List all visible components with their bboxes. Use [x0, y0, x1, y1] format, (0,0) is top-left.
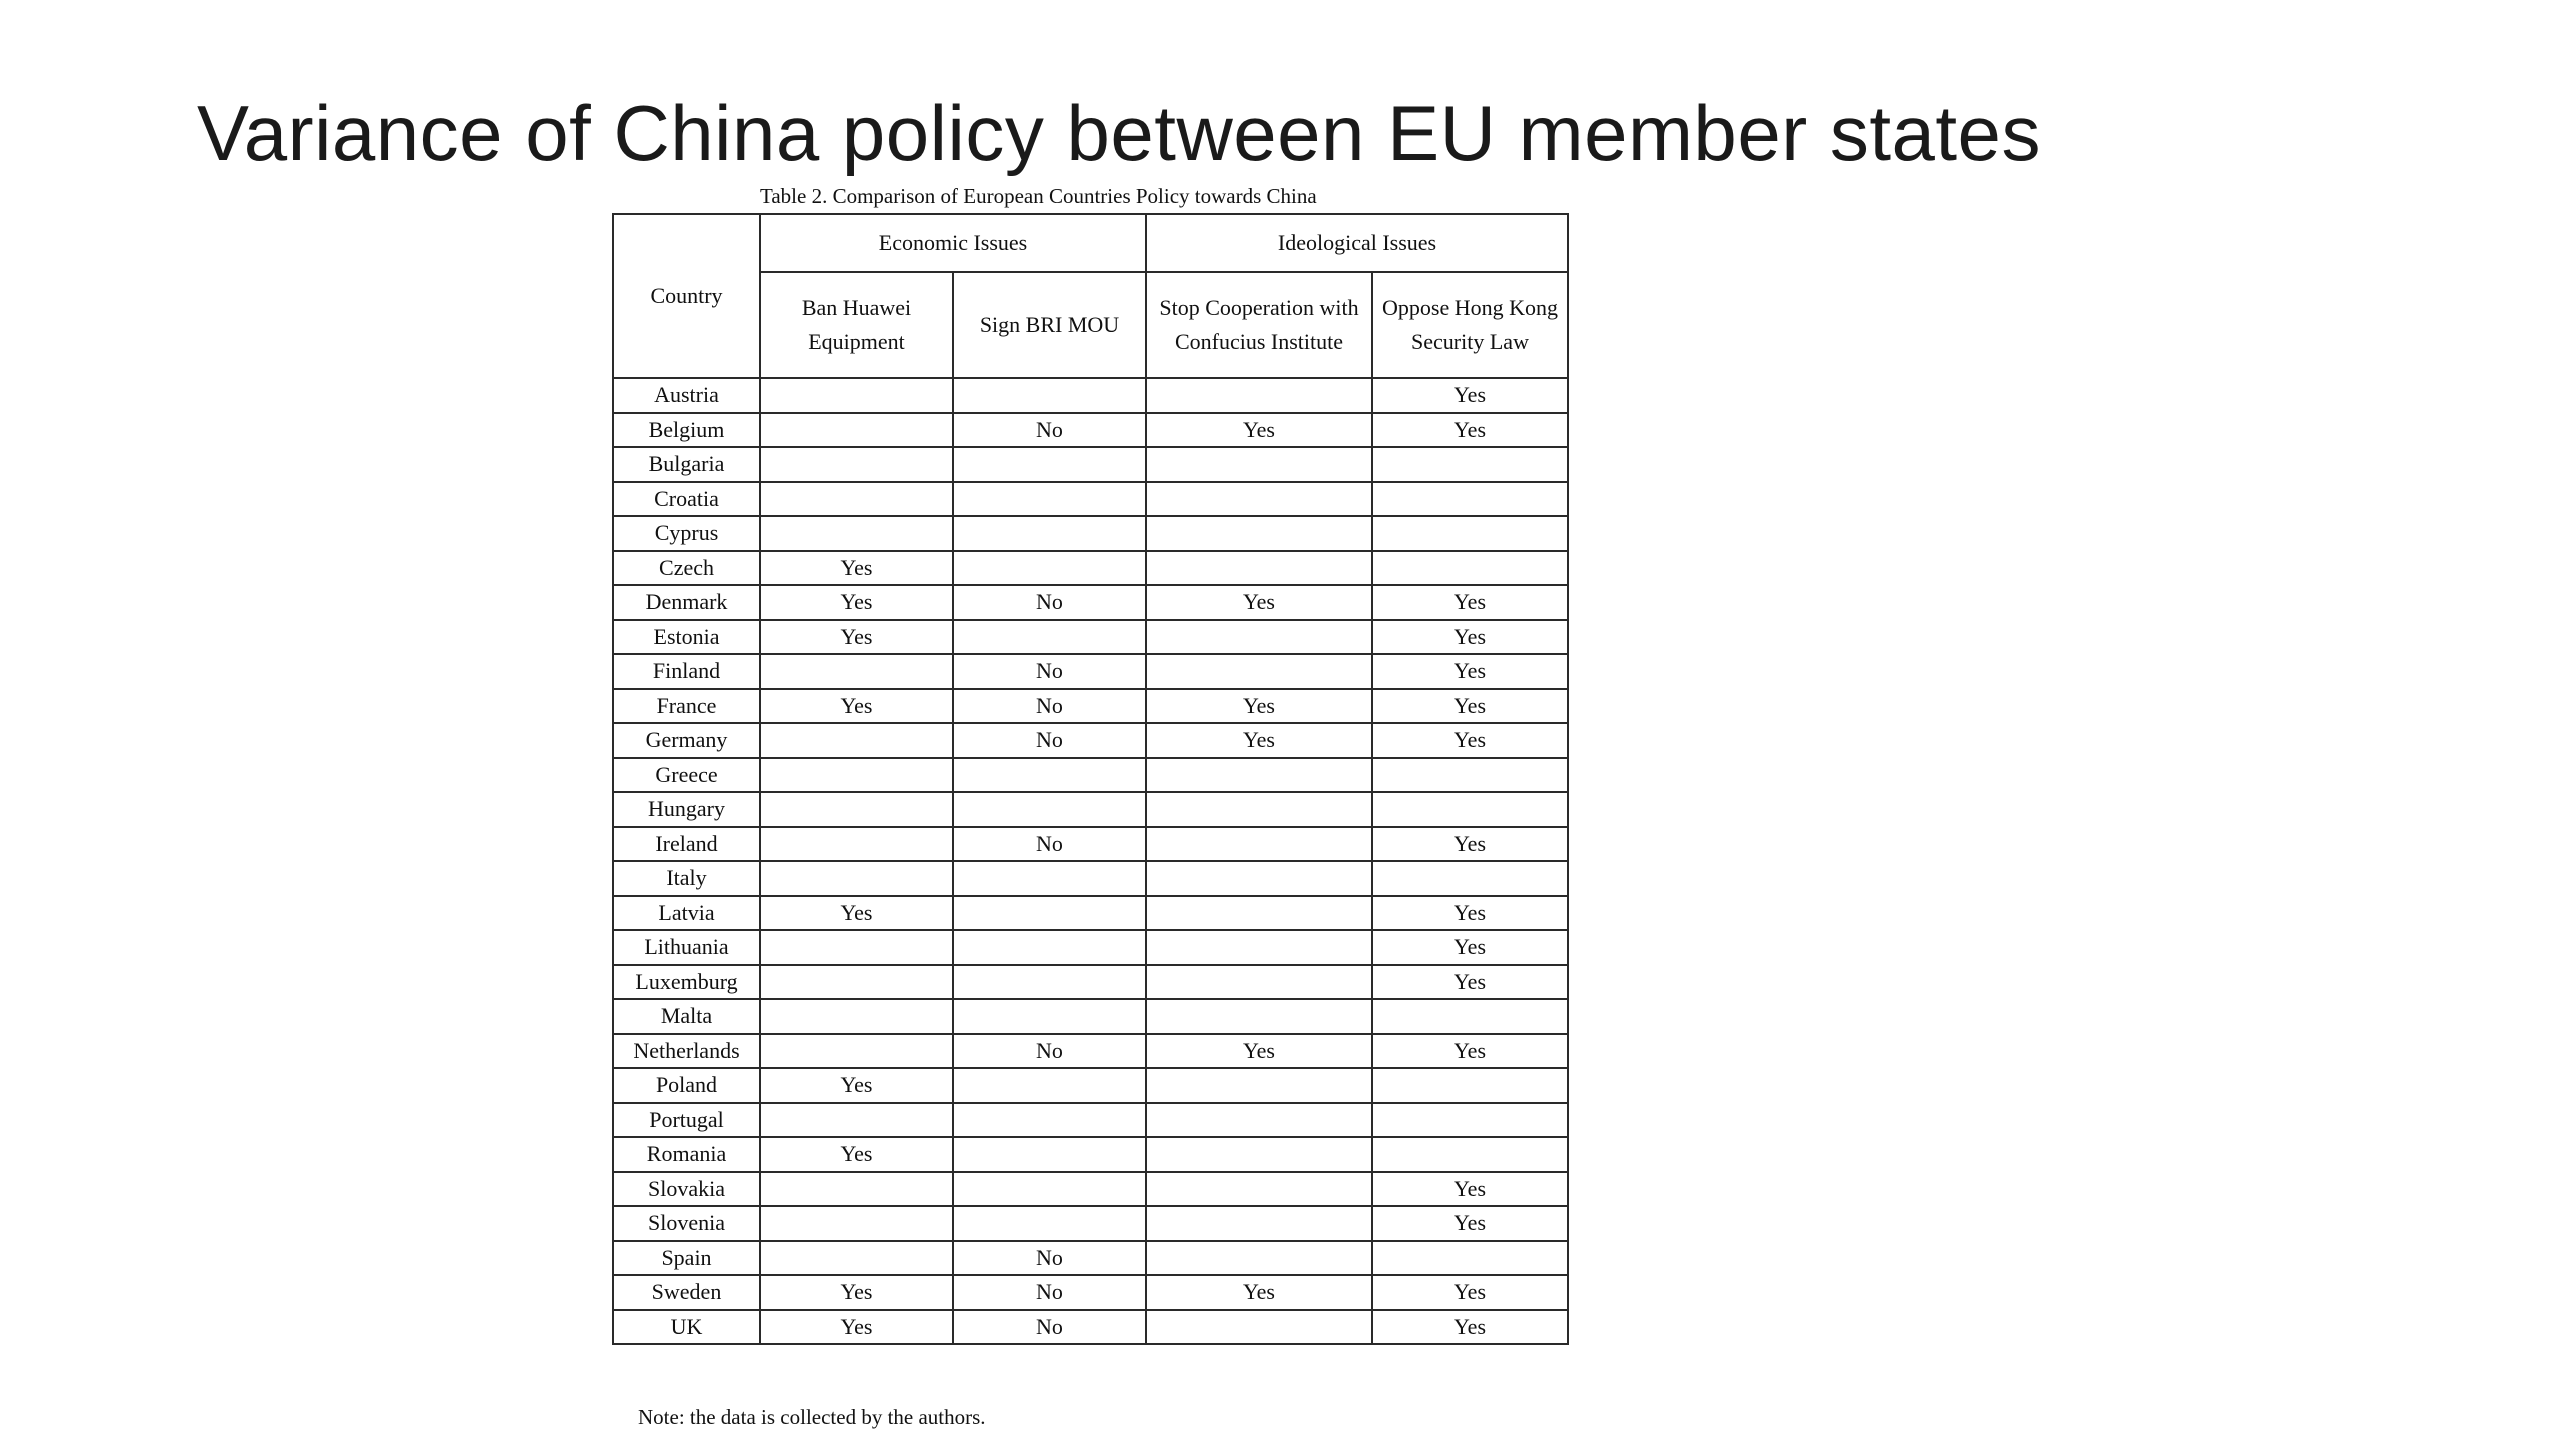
sign-bri-mou-cell — [953, 1068, 1146, 1103]
sign-bri-mou-cell — [953, 551, 1146, 586]
sign-bri-mou-cell — [953, 620, 1146, 655]
oppose-hk-law-cell — [1372, 999, 1568, 1034]
sign-bri-mou-cell — [953, 1103, 1146, 1138]
sign-bri-mou-cell — [953, 965, 1146, 1000]
sign-bri-mou-cell — [953, 792, 1146, 827]
oppose-hk-law-cell: Yes — [1372, 827, 1568, 862]
oppose-hk-law-cell — [1372, 516, 1568, 551]
country-cell: Belgium — [613, 413, 760, 448]
ban-huawei-cell — [760, 482, 953, 517]
oppose-hk-law-cell — [1372, 1241, 1568, 1276]
sign-bri-mou-cell: No — [953, 1310, 1146, 1345]
sign-bri-mou-cell: No — [953, 413, 1146, 448]
ban-huawei-cell — [760, 1172, 953, 1207]
policy-comparison-table — [612, 213, 1569, 1345]
sign-bri-mou-cell — [953, 516, 1146, 551]
stop-confucius-cell: Yes — [1146, 413, 1372, 448]
stop-confucius-cell — [1146, 1241, 1372, 1276]
country-cell: Greece — [613, 758, 760, 793]
table-row — [613, 413, 1568, 448]
stop-confucius-cell — [1146, 551, 1372, 586]
table-row — [613, 1137, 1568, 1172]
sign-bri-mou-cell — [953, 999, 1146, 1034]
table-row — [613, 1034, 1568, 1069]
sign-bri-mou-cell: No — [953, 1241, 1146, 1276]
ban-huawei-cell — [760, 861, 953, 896]
slide-title: Variance of China policy between EU member states — [197, 89, 2041, 177]
ban-huawei-cell: Yes — [760, 585, 953, 620]
stop-confucius-cell — [1146, 654, 1372, 689]
country-cell: Netherlands — [613, 1034, 760, 1069]
country-cell: Croatia — [613, 482, 760, 517]
country-cell: Germany — [613, 723, 760, 758]
sign-bri-mou-cell: No — [953, 827, 1146, 862]
ban-huawei-cell — [760, 378, 953, 413]
country-cell: Austria — [613, 378, 760, 413]
country-cell: Estonia — [613, 620, 760, 655]
country-cell: Luxemburg — [613, 965, 760, 1000]
table-row — [613, 378, 1568, 413]
ban-huawei-header: Ban Huawei Equipment — [760, 272, 953, 378]
stop-confucius-cell — [1146, 827, 1372, 862]
table-row — [613, 1310, 1568, 1345]
oppose-hk-law-cell: Yes — [1372, 1034, 1568, 1069]
ban-huawei-cell: Yes — [760, 1137, 953, 1172]
stop-confucius-cell — [1146, 861, 1372, 896]
table-row — [613, 689, 1568, 724]
ideological-issues-header: Ideological Issues — [1146, 214, 1568, 272]
stop-confucius-cell: Yes — [1146, 689, 1372, 724]
oppose-hk-law-header: Oppose Hong Kong Security Law — [1372, 272, 1568, 378]
oppose-hk-law-cell: Yes — [1372, 1206, 1568, 1241]
ban-huawei-cell — [760, 758, 953, 793]
stop-confucius-cell — [1146, 1206, 1372, 1241]
country-cell: Czech — [613, 551, 760, 586]
stop-confucius-cell — [1146, 447, 1372, 482]
ban-huawei-cell — [760, 792, 953, 827]
stop-confucius-cell — [1146, 378, 1372, 413]
oppose-hk-law-cell: Yes — [1372, 585, 1568, 620]
ban-huawei-cell — [760, 930, 953, 965]
sign-bri-mou-cell — [953, 861, 1146, 896]
table-row — [613, 999, 1568, 1034]
oppose-hk-law-cell: Yes — [1372, 1275, 1568, 1310]
sign-bri-mou-cell — [953, 482, 1146, 517]
country-column-header: Country — [613, 214, 760, 378]
stop-confucius-cell — [1146, 516, 1372, 551]
sign-bri-mou-cell — [953, 378, 1146, 413]
country-cell: UK — [613, 1310, 760, 1345]
stop-confucius-cell — [1146, 792, 1372, 827]
table-row — [613, 516, 1568, 551]
sign-bri-mou-cell: No — [953, 1034, 1146, 1069]
ban-huawei-cell: Yes — [760, 620, 953, 655]
ban-huawei-cell — [760, 413, 953, 448]
country-cell: Italy — [613, 861, 760, 896]
oppose-hk-law-cell — [1372, 758, 1568, 793]
ban-huawei-cell — [760, 1034, 953, 1069]
ban-huawei-cell — [760, 1103, 953, 1138]
oppose-hk-law-cell — [1372, 1137, 1568, 1172]
oppose-hk-law-cell — [1372, 1103, 1568, 1138]
oppose-hk-law-cell: Yes — [1372, 620, 1568, 655]
ban-huawei-cell: Yes — [760, 1310, 953, 1345]
country-cell: France — [613, 689, 760, 724]
stop-confucius-cell — [1146, 1068, 1372, 1103]
country-cell: Ireland — [613, 827, 760, 862]
stop-confucius-header: Stop Cooperation with Confucius Institute — [1146, 272, 1372, 378]
sign-bri-mou-cell: No — [953, 689, 1146, 724]
table-row — [613, 551, 1568, 586]
stop-confucius-cell — [1146, 758, 1372, 793]
oppose-hk-law-cell: Yes — [1372, 378, 1568, 413]
ban-huawei-cell: Yes — [760, 1068, 953, 1103]
oppose-hk-law-cell: Yes — [1372, 723, 1568, 758]
sign-bri-mou-cell: No — [953, 723, 1146, 758]
oppose-hk-law-cell — [1372, 1068, 1568, 1103]
table-row — [613, 447, 1568, 482]
stop-confucius-cell: Yes — [1146, 723, 1372, 758]
oppose-hk-law-cell — [1372, 861, 1568, 896]
oppose-hk-law-cell — [1372, 447, 1568, 482]
stop-confucius-cell — [1146, 1172, 1372, 1207]
ban-huawei-cell: Yes — [760, 896, 953, 931]
stop-confucius-cell — [1146, 620, 1372, 655]
table-row — [613, 1206, 1568, 1241]
ban-huawei-cell: Yes — [760, 551, 953, 586]
table-row — [613, 758, 1568, 793]
country-cell: Bulgaria — [613, 447, 760, 482]
table-group-header-row — [613, 214, 1568, 272]
sign-bri-mou-cell — [953, 447, 1146, 482]
oppose-hk-law-cell: Yes — [1372, 965, 1568, 1000]
sign-bri-mou-cell: No — [953, 654, 1146, 689]
stop-confucius-cell: Yes — [1146, 1034, 1372, 1069]
sign-bri-mou-cell: No — [953, 585, 1146, 620]
stop-confucius-cell — [1146, 482, 1372, 517]
country-cell: Romania — [613, 1137, 760, 1172]
table-row — [613, 1241, 1568, 1276]
sign-bri-mou-cell — [953, 758, 1146, 793]
sign-bri-mou-cell — [953, 930, 1146, 965]
ban-huawei-cell — [760, 723, 953, 758]
country-cell: Hungary — [613, 792, 760, 827]
ban-huawei-cell: Yes — [760, 689, 953, 724]
country-cell: Spain — [613, 1241, 760, 1276]
stop-confucius-cell — [1146, 1137, 1372, 1172]
table-row — [613, 1103, 1568, 1138]
oppose-hk-law-cell: Yes — [1372, 930, 1568, 965]
sign-bri-mou-cell — [953, 1172, 1146, 1207]
table-row — [613, 482, 1568, 517]
oppose-hk-law-cell: Yes — [1372, 896, 1568, 931]
country-cell: Slovakia — [613, 1172, 760, 1207]
sign-bri-mou-cell — [953, 896, 1146, 931]
country-cell: Finland — [613, 654, 760, 689]
oppose-hk-law-cell: Yes — [1372, 654, 1568, 689]
table-row — [613, 1172, 1568, 1207]
oppose-hk-law-cell: Yes — [1372, 1172, 1568, 1207]
stop-confucius-cell — [1146, 930, 1372, 965]
oppose-hk-law-cell — [1372, 482, 1568, 517]
stop-confucius-cell — [1146, 965, 1372, 1000]
table-caption: Table 2. Comparison of European Countries Policy towards China — [760, 184, 1317, 208]
country-cell: Lithuania — [613, 930, 760, 965]
sign-bri-mou-header: Sign BRI MOU — [953, 272, 1146, 378]
oppose-hk-law-cell — [1372, 792, 1568, 827]
stop-confucius-cell: Yes — [1146, 1275, 1372, 1310]
ban-huawei-cell: Yes — [760, 1275, 953, 1310]
stop-confucius-cell: Yes — [1146, 585, 1372, 620]
sign-bri-mou-cell — [953, 1206, 1146, 1241]
economic-issues-header: Economic Issues — [760, 214, 1146, 272]
sign-bri-mou-cell — [953, 1137, 1146, 1172]
stop-confucius-cell — [1146, 1310, 1372, 1345]
ban-huawei-cell — [760, 999, 953, 1034]
table-row — [613, 620, 1568, 655]
ban-huawei-cell — [760, 447, 953, 482]
ban-huawei-cell — [760, 1241, 953, 1276]
table-row — [613, 654, 1568, 689]
country-cell: Denmark — [613, 585, 760, 620]
table-row — [613, 896, 1568, 931]
stop-confucius-cell — [1146, 999, 1372, 1034]
table-row — [613, 965, 1568, 1000]
ban-huawei-cell — [760, 516, 953, 551]
oppose-hk-law-cell: Yes — [1372, 413, 1568, 448]
oppose-hk-law-cell — [1372, 551, 1568, 586]
country-cell: Sweden — [613, 1275, 760, 1310]
ban-huawei-cell — [760, 1206, 953, 1241]
ban-huawei-cell — [760, 827, 953, 862]
table-note: Note: the data is collected by the authors. — [638, 1405, 986, 1429]
table-row — [613, 792, 1568, 827]
oppose-hk-law-cell: Yes — [1372, 1310, 1568, 1345]
table-body — [613, 378, 1568, 1344]
country-cell: Malta — [613, 999, 760, 1034]
table-row — [613, 861, 1568, 896]
country-cell: Portugal — [613, 1103, 760, 1138]
ban-huawei-cell — [760, 654, 953, 689]
table-row — [613, 585, 1568, 620]
table-row — [613, 1275, 1568, 1310]
table-row — [613, 930, 1568, 965]
stop-confucius-cell — [1146, 1103, 1372, 1138]
ban-huawei-cell — [760, 965, 953, 1000]
stop-confucius-cell — [1146, 896, 1372, 931]
sign-bri-mou-cell: No — [953, 1275, 1146, 1310]
country-cell: Slovenia — [613, 1206, 760, 1241]
country-cell: Latvia — [613, 896, 760, 931]
table-row — [613, 1068, 1568, 1103]
country-cell: Poland — [613, 1068, 760, 1103]
table-row — [613, 723, 1568, 758]
table-row — [613, 827, 1568, 862]
country-cell: Cyprus — [613, 516, 760, 551]
oppose-hk-law-cell: Yes — [1372, 689, 1568, 724]
